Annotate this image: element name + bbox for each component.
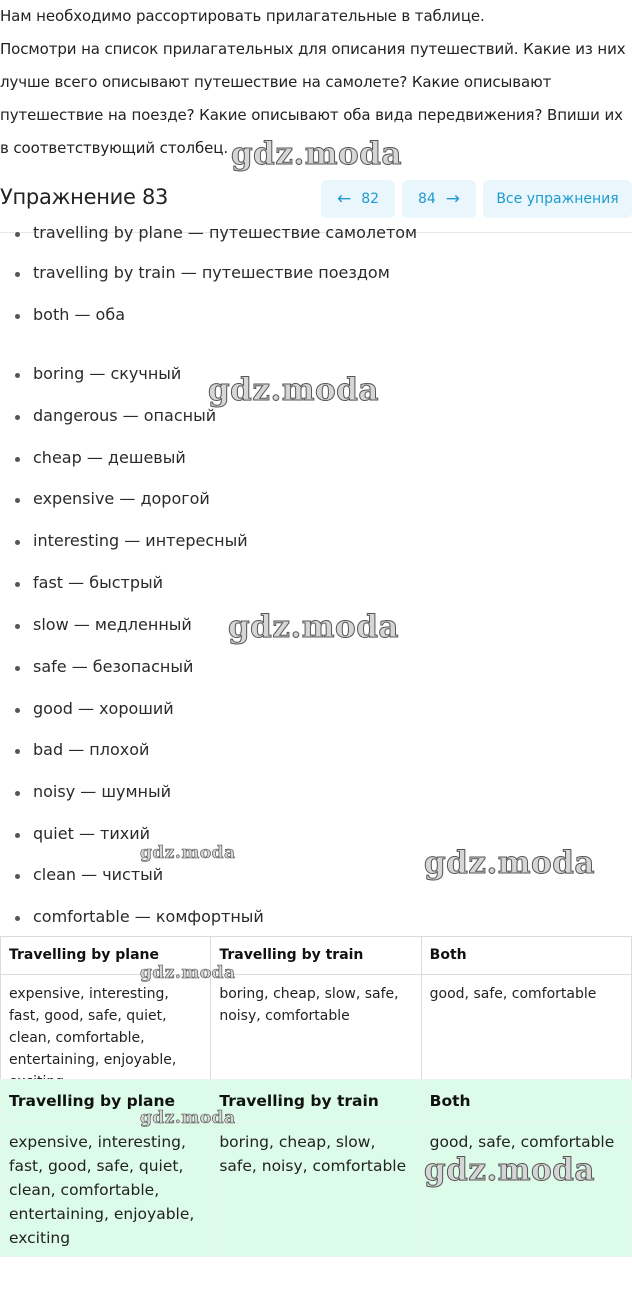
bullet-icon [15,457,20,462]
all-exercises-button[interactable]: Все упражнения [483,180,632,218]
bullet-icon [15,791,20,796]
exercise-header [0,180,632,218]
table-cell: expensive, interesting, fast, good, safe, quiet, clean, comfortable, entertaining, enjoyable, exciting [1,1122,211,1257]
list-item [0,261,632,285]
list-item [0,655,632,679]
arrow-right-icon: → [445,188,461,209]
table-header-cell: Travelling by plane [1,937,211,975]
list-item [0,303,632,327]
bullet-icon [15,373,20,378]
list-item-text: dangerous — опасный [33,406,217,425]
next-exercise-button[interactable] [402,180,476,218]
previous-exercise-button[interactable] [321,180,395,218]
list-item-text: clean — чистый [33,865,164,884]
list-item-text: interesting — интересный [33,531,248,550]
bullet-icon [15,666,20,671]
list-item [0,362,632,386]
table-cell: good, safe, comfortable [421,975,631,1100]
watermark: gdz.moda [228,609,399,645]
list-item-text: travelling by train — путешествие поездом [33,263,390,282]
scrolled-list-item [0,223,632,243]
bullet-icon [15,415,20,420]
table-header-cell: Travelling by train [211,937,421,975]
list-item-text: fast — быстрый [33,573,164,592]
list-item-cut: travelling by plane — путешествие самолетом [33,223,418,242]
list-item-text: quiet — тихий [33,824,151,843]
table-header-cell: Both [421,1080,631,1122]
list-item [0,529,632,553]
list-item-text: comfortable — комфортный [33,907,264,926]
watermark: gdz.moda [208,372,379,408]
bullet-icon [15,916,20,921]
bullet-icon [15,874,20,879]
bullet-icon [15,498,20,503]
arrow-left-icon: ← [336,188,352,209]
list-item [0,738,632,762]
watermark: gdz.moda [424,1152,595,1188]
list-item [0,571,632,595]
list-item [0,822,632,846]
task-line-4: путешествие на поезде? Какие описывают оба вида передвижения? Впиши их [0,106,623,124]
bullet-icon [15,314,20,319]
table-header-row [1,937,632,975]
list-item [0,863,632,887]
task-description [0,0,632,165]
bullet-icon [15,272,20,277]
task-line-5: в соответствующий столбец. [0,139,229,157]
list-item [0,613,632,637]
table-cell: good, safe, comfortable [421,1122,631,1257]
answer-table [0,936,632,1100]
bullet-icon [15,232,20,237]
list-item [0,905,632,929]
list-item-text: good — хороший [33,699,174,718]
list-item-text: boring — скучный [33,364,182,383]
bullet-icon [15,540,20,545]
table-cell: boring, cheap, slow, safe, noisy, comfortable [211,975,421,1100]
page-title: Упражнение 83 [0,185,169,209]
list-item-text: noisy — шумный [33,782,172,801]
next-exercise-label: 84 [417,191,436,207]
watermark: gdz.moda [231,136,402,172]
table-row [1,1122,632,1257]
list-item-text: bad — плохой [33,740,150,759]
bullet-icon [15,624,20,629]
task-line-1: Нам необходимо рассортировать прилагательные в таблице. [0,7,485,25]
table-header-row [1,1080,632,1122]
list-item-text: both — оба [33,305,125,324]
table-header-cell: Travelling by plane [1,1080,211,1122]
table-header-cell: Travelling by train [211,1080,421,1122]
table-header-cell: Both [421,937,631,975]
watermark: gdz.moda [140,963,236,983]
list-item-text: cheap — дешевый [33,448,186,467]
highlighted-answer-table [0,1079,632,1257]
list-item-text: slow — медленный [33,615,192,634]
bullet-icon [15,833,20,838]
bullet-icon [15,749,20,754]
list-item [0,697,632,721]
watermark: gdz.moda [424,845,595,881]
watermark: gdz.moda [140,1108,236,1128]
task-line-2: Посмотри на список прилагательных для описания путешествий. Какие из них [0,40,626,58]
task-line-3: лучше всего описывают путешествие на самолете? Какие описывают [0,73,552,91]
previous-exercise-label: 82 [361,191,380,207]
bullet-icon [15,582,20,587]
list-item [0,404,632,428]
list-item [0,780,632,804]
watermark: gdz.moda [140,843,236,863]
bullet-icon [15,708,20,713]
list-item-text: safe — безопасный [33,657,194,676]
list-item-text: expensive — дорогой [33,489,210,508]
list-item [0,487,632,511]
table-cell: expensive, interesting, fast, good, safe, quiet, clean, comfortable, entertaining, enjoyable, [1,975,211,1100]
list-item [0,446,632,470]
table-cell: boring, cheap, slow, safe, noisy, comfortable [211,1122,421,1257]
